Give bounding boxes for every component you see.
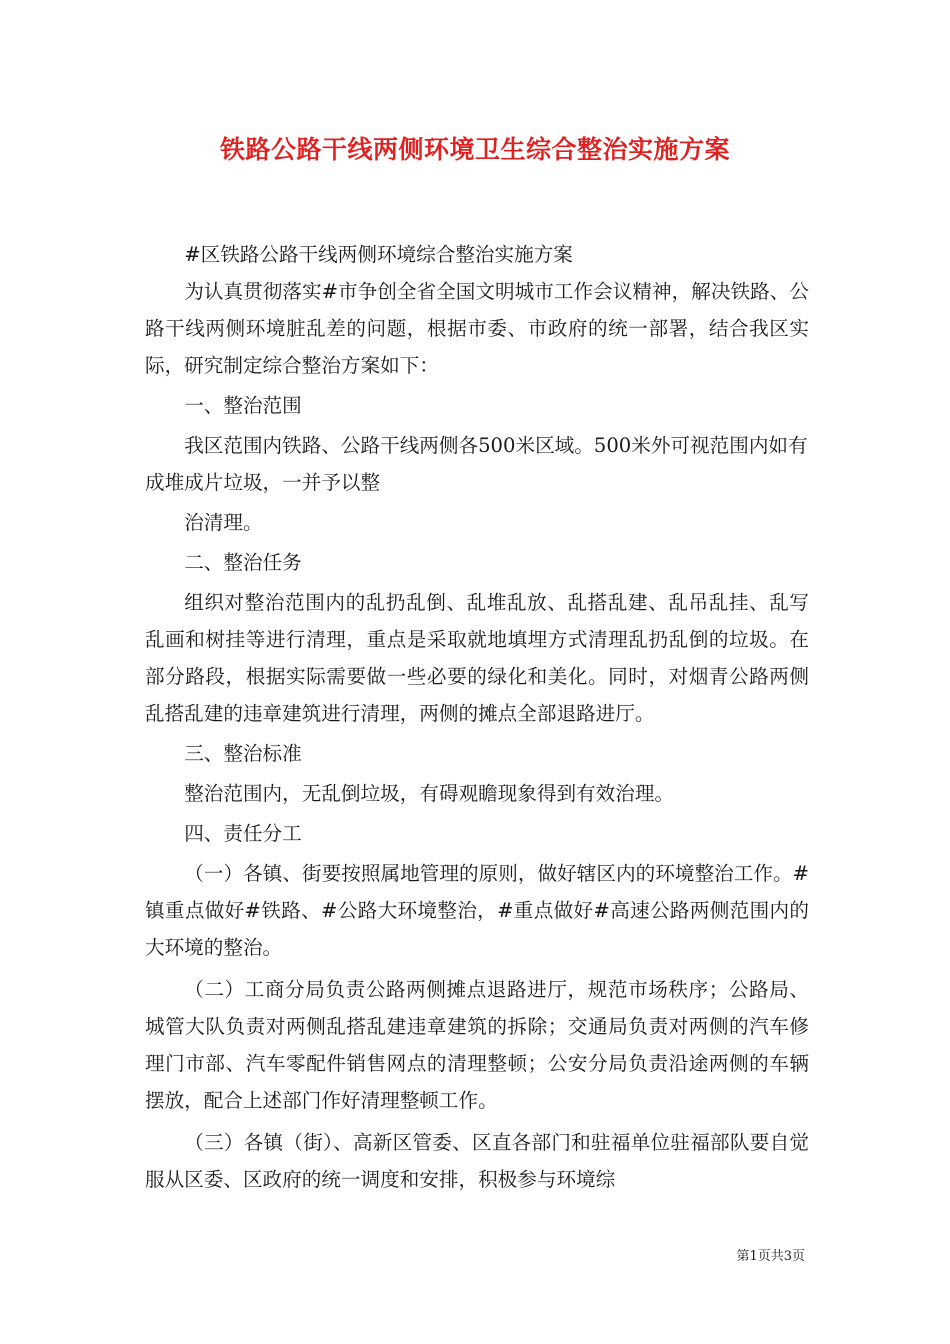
document-body xyxy=(145,236,809,1198)
heading-scope: 一、整治范围 xyxy=(184,394,302,417)
heading-tasks: 二、整治任务 xyxy=(184,551,302,574)
heading-standards: 三、整治标准 xyxy=(184,742,302,765)
paragraph-subtitle: #区铁路公路干线两侧环境综合整治实施方案 xyxy=(184,243,573,266)
document-title: 铁路公路干线两侧环境卫生综合整治实施方案 xyxy=(219,135,730,164)
paragraph-responsibility-3: （三）各镇（街）、高新区管委、区直各部门和驻福单位驻福部队要自觉服从区委、区政府的统一调度和安排，积极参与环境综 xyxy=(145,1131,809,1191)
paragraph-responsibility-1: （一）各镇、街要按照属地管理的原则，做好辖区内的环境整治工作。#镇重点做好#铁路、#公路大环境整治，#重点做好#高速公路两侧范围内的大环境的整治。 xyxy=(145,862,809,959)
paragraph-scope: 我区范围内铁路、公路干线两侧各500米区域。500米外可视范围内如有成堆成片垃圾，一并予以整 xyxy=(145,434,808,494)
paragraph-intro: 为认真贯彻落实#市争创全省全国文明城市工作会议精神，解决铁路、公路干线两侧环境脏乱差的问题，根据市委、市政府的统一部署，结合我区实际，研究制定综合整治方案如下： xyxy=(145,280,809,377)
paragraph-standards: 整治范围内，无乱倒垃圾，有碍观瞻现象得到有效治理。 xyxy=(184,782,675,805)
page-number: 第1页共3页 xyxy=(736,1249,805,1264)
paragraph-tasks: 组织对整治范围内的乱扔乱倒、乱堆乱放、乱搭乱建、乱吊乱挂、乱写乱画和树挂等进行清理，重点是采取就地填埋方式清理乱扔乱倒的垃圾。在部分路段，根据实际需要做一些必要的绿化和美化。同时，对烟青公路两侧乱搭乱建的违章建筑进行清理，两侧的摊点全部退路进厅。 xyxy=(145,591,809,725)
paragraph-scope-continued: 治清理。 xyxy=(184,511,263,534)
paragraph-responsibility-2: （二）工商分局负责公路两侧摊点退路进厅，规范市场秩序；公路局、城管大队负责对两侧乱搭乱建违章建筑的拆除；交通局负责对两侧的汽车修理门市部、汽车零配件销售网点的清理整顿；公安分局负责沿途两侧的车辆摆放，配合上述部门作好清理整顿工作。 xyxy=(145,978,809,1112)
heading-responsibilities: 四、责任分工 xyxy=(184,822,302,845)
